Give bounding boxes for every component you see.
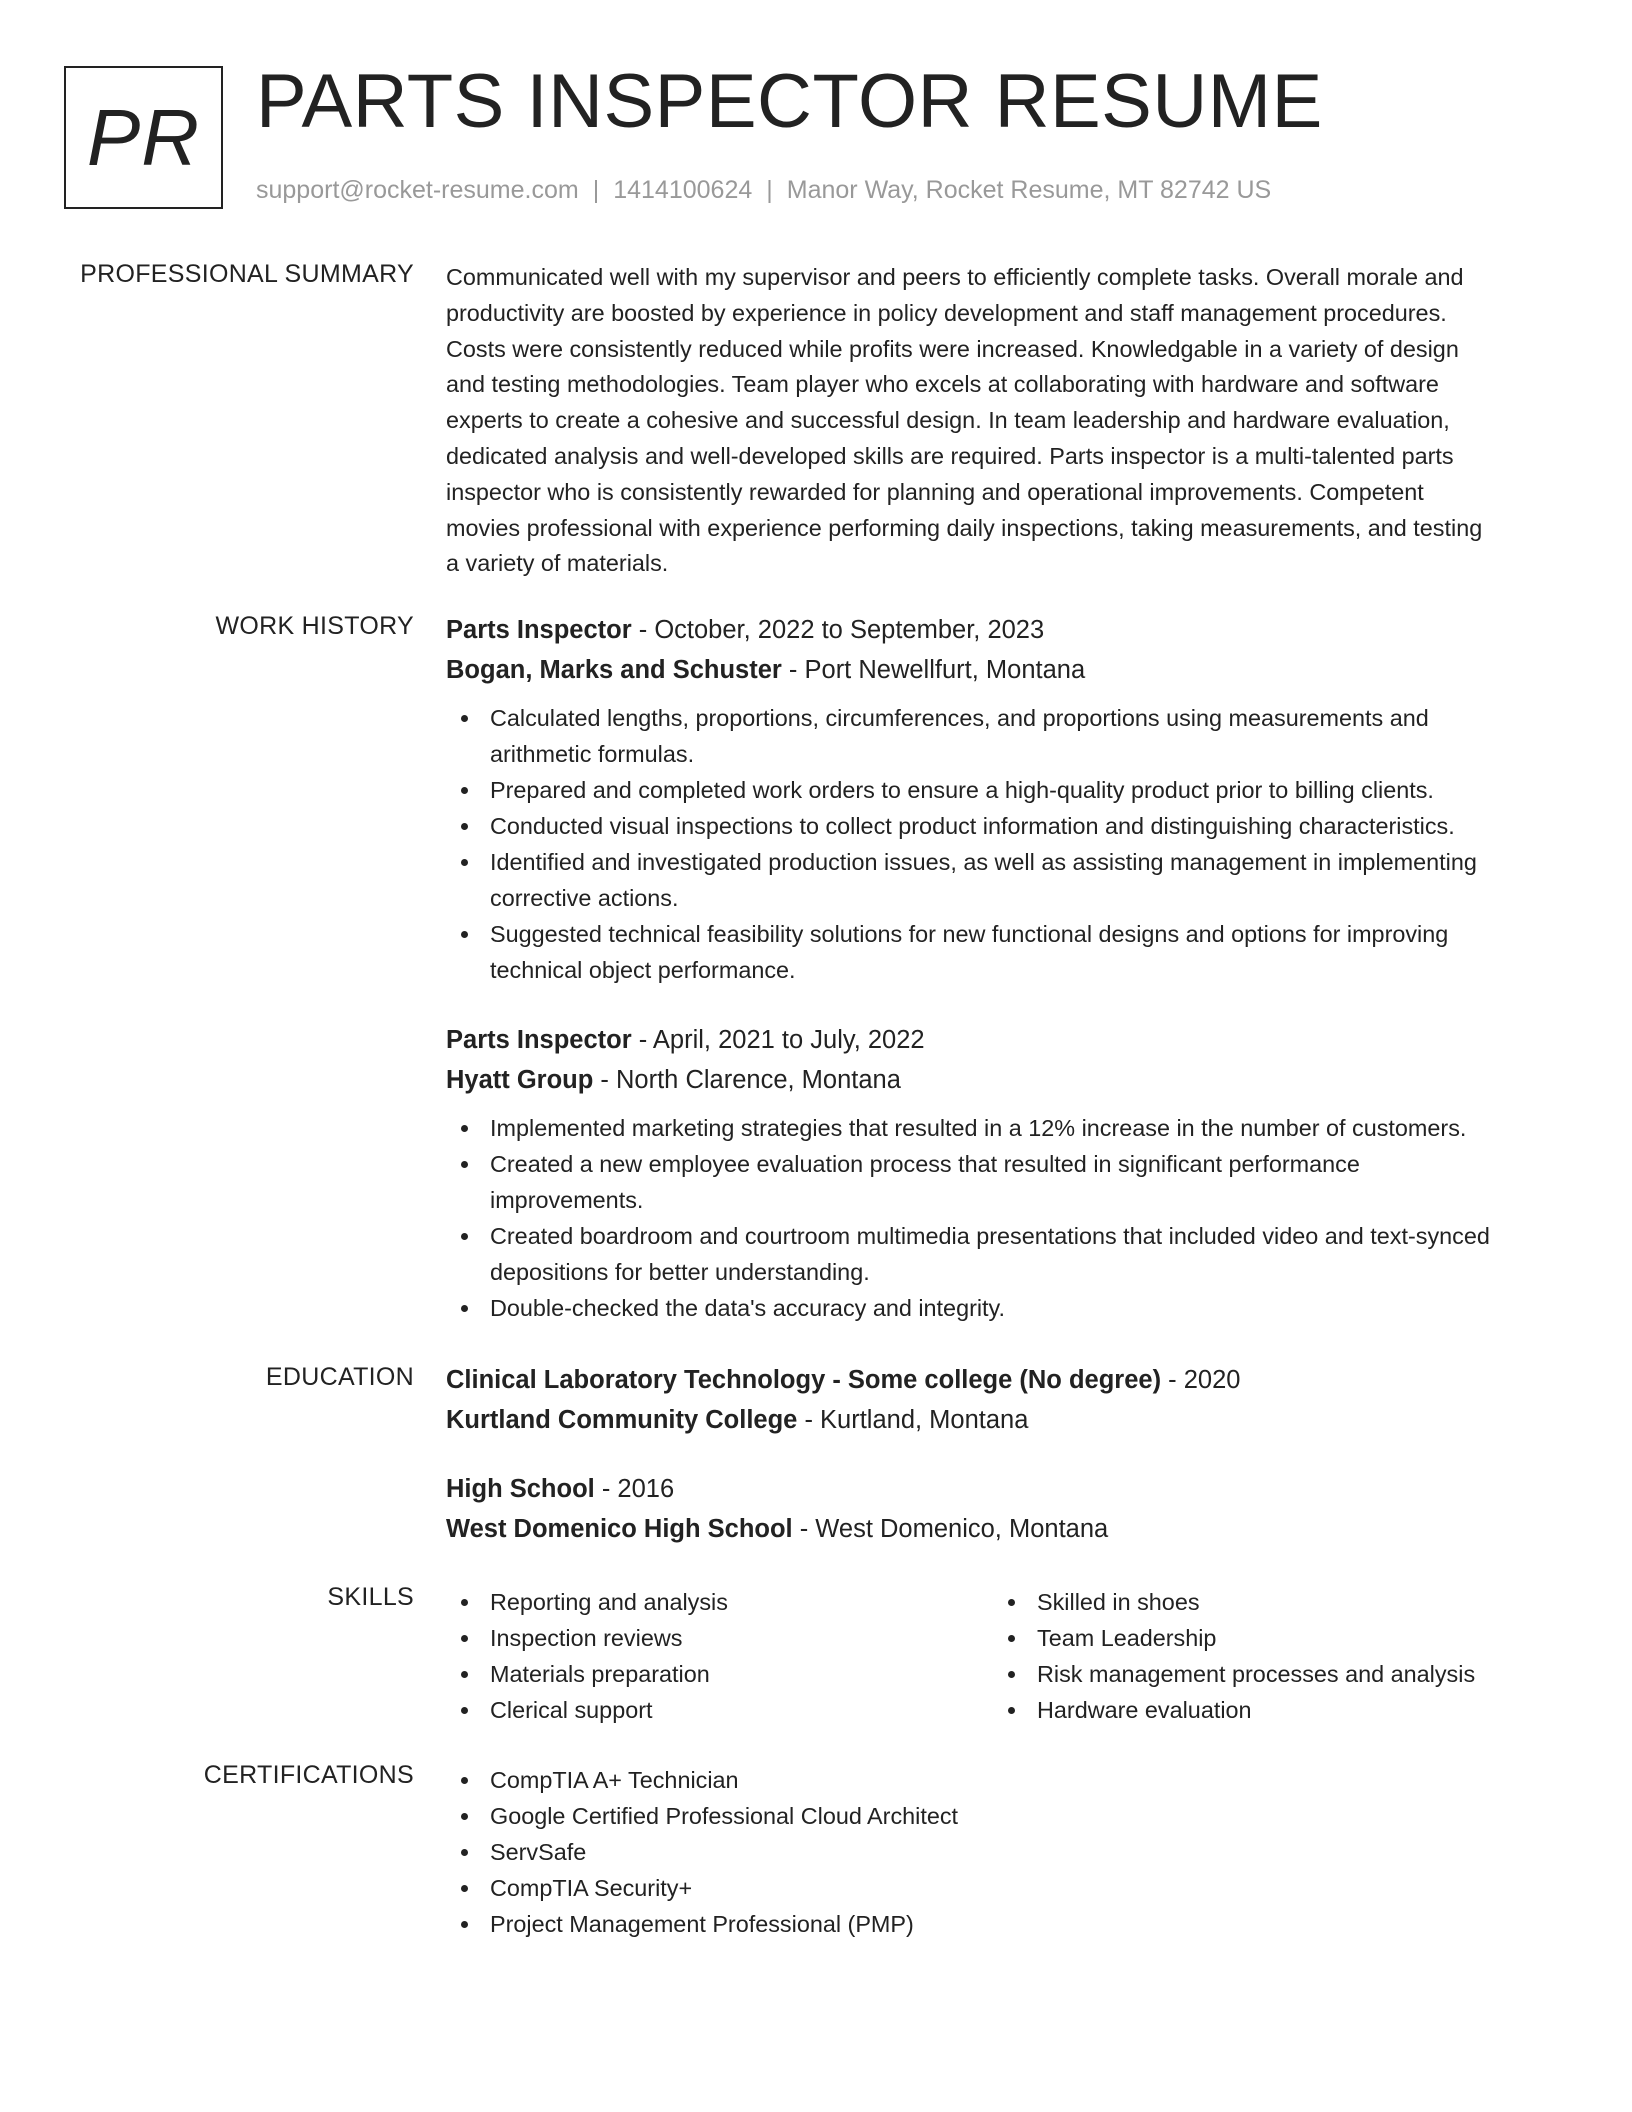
job-bullet-list <box>446 1110 1558 1326</box>
bullet-line: Double-checked the data's accuracy and integrity. <box>490 1295 1006 1321</box>
education-entry <box>446 1469 1558 1549</box>
list-item <box>446 916 1558 988</box>
summary-line: Costs were consistently reduced while profits were increased. Knowledgable in a variety of design <box>446 335 1459 362</box>
job-company-line <box>446 1060 1558 1100</box>
section-heading-summary: PROFESSIONAL SUMMARY <box>80 260 414 288</box>
contact-address: Manor Way, Rocket Resume, MT 82742 US <box>786 176 1272 204</box>
section-heading-certifications: CERTIFICATIONS <box>203 1761 414 1789</box>
list-item: Clerical support <box>446 1692 993 1728</box>
work-history-body <box>446 610 1558 1326</box>
list-item: Risk management processes and analysis <box>993 1656 1553 1692</box>
list-item <box>446 808 1558 844</box>
bullet-line: Identified and investigated production issues, as well as assisting management in implementing <box>490 849 1477 875</box>
summary-line: dedicated analysis and well-developed skills are required. Parts inspector is a multi-talented parts <box>446 442 1454 469</box>
bullet-line: Prepared and completed work orders to ensure a high-quality product prior to billing clients. <box>490 777 1434 803</box>
skills-grid <box>446 1584 1558 1728</box>
bullet-line: Implemented marketing strategies that resulted in a 12% increase in the number of customers. <box>490 1115 1467 1141</box>
skills-column-1 <box>446 1584 993 1728</box>
list-item: Materials preparation <box>446 1656 993 1692</box>
education-degree-line <box>446 1360 1558 1400</box>
monogram-box <box>64 66 223 209</box>
monogram-initials: PR <box>86 92 201 182</box>
job-company-line <box>446 650 1558 690</box>
bullet-line: technical object performance. <box>490 957 796 983</box>
list-item <box>446 1110 1558 1146</box>
list-item: Reporting and analysis <box>446 1584 993 1620</box>
job-title-line <box>446 610 1558 650</box>
education-degree: High School <box>446 1475 595 1503</box>
job-dates: - April, 2021 to July, 2022 <box>631 1026 925 1054</box>
contact-email: support@rocket-resume.com <box>256 176 579 204</box>
skills-body <box>446 1584 1558 1728</box>
list-item <box>446 1146 1558 1218</box>
education-degree-line <box>446 1469 1558 1509</box>
contact-separator: | <box>592 176 600 204</box>
job-title: Parts Inspector <box>446 616 632 644</box>
bullet-line: depositions for better understanding. <box>490 1259 870 1285</box>
summary-body <box>446 260 1558 582</box>
education-location: - Kurtland, Montana <box>797 1406 1029 1434</box>
bullet-line: Created a new employee evaluation process that resulted in significant performance <box>490 1151 1360 1177</box>
summary-line: experts to create a cohesive and successful design. In team leadership and hardware evaluation, <box>446 407 1450 434</box>
summary-line: a variety of materials. <box>446 550 669 577</box>
job-bullet-list <box>446 700 1558 988</box>
certifications-list <box>446 1762 1558 1942</box>
list-item: CompTIA Security+ <box>446 1870 1558 1906</box>
list-item: Team Leadership <box>993 1620 1553 1656</box>
education-entry <box>446 1360 1558 1440</box>
bullet-line: corrective actions. <box>490 885 679 911</box>
section-heading-work: WORK HISTORY <box>215 612 414 640</box>
education-school-line <box>446 1509 1558 1549</box>
list-item <box>446 700 1558 772</box>
education-school: West Domenico High School <box>446 1515 793 1543</box>
education-degree: Clinical Laboratory Technology - Some college (No degree) <box>446 1366 1162 1394</box>
list-item <box>446 1218 1558 1290</box>
job-title-line <box>446 1020 1558 1060</box>
summary-line: inspector who is consistently rewarded for planning and operational improvements. Competent <box>446 478 1424 505</box>
list-item: Hardware evaluation <box>993 1692 1553 1728</box>
list-item: Project Management Professional (PMP) <box>446 1906 1558 1942</box>
education-year: - 2020 <box>1161 1366 1241 1394</box>
list-item: ServSafe <box>446 1834 1558 1870</box>
bullet-line: Created boardroom and courtroom multimedia presentations that included video and text-synced <box>490 1223 1490 1249</box>
job-company: Hyatt Group <box>446 1066 594 1094</box>
job-location: - North Clarence, Montana <box>593 1066 901 1094</box>
contact-phone: 1414100624 <box>613 176 753 204</box>
bullet-line: Calculated lengths, proportions, circumferences, and proportions using measurements and <box>490 705 1429 731</box>
skills-column-2 <box>993 1584 1553 1728</box>
bullet-line: arithmetic formulas. <box>490 741 695 767</box>
certifications-body <box>446 1762 1558 1942</box>
education-body <box>446 1360 1558 1549</box>
bullet-line: Conducted visual inspections to collect product information and distinguishing characteristics. <box>490 813 1455 839</box>
summary-text <box>446 260 1558 582</box>
list-item <box>446 772 1558 808</box>
education-school-line <box>446 1400 1558 1440</box>
bullet-line: Suggested technical feasibility solutions for new functional designs and options for improving <box>490 921 1449 947</box>
bullet-line: improvements. <box>490 1187 644 1213</box>
education-year: - 2016 <box>594 1475 675 1503</box>
list-item: Google Certified Professional Cloud Architect <box>446 1798 1558 1834</box>
summary-line: productivity are boosted by experience in policy development and staff management procedures. <box>446 299 1447 326</box>
section-heading-skills: SKILLS <box>327 1583 414 1611</box>
education-location: - West Domenico, Montana <box>792 1515 1109 1543</box>
contact-separator: | <box>766 176 773 204</box>
job-entry <box>446 610 1558 988</box>
section-heading-education: EDUCATION <box>265 1363 414 1391</box>
job-entry <box>446 1020 1558 1326</box>
summary-line: movies professional with experience performing daily inspections, taking measurements, and testing <box>446 514 1483 541</box>
list-item <box>446 844 1558 916</box>
list-item: Skilled in shoes <box>993 1584 1553 1620</box>
job-title: Parts Inspector <box>446 1026 632 1054</box>
list-item: CompTIA A+ Technician <box>446 1762 1558 1798</box>
job-company: Bogan, Marks and Schuster <box>446 656 782 684</box>
job-dates: - October, 2022 to September, 2023 <box>631 616 1045 644</box>
summary-line: and testing methodologies. Team player who excels at collaborating with hardware and software <box>446 371 1439 398</box>
list-item <box>446 1290 1558 1326</box>
resume-title: PARTS INSPECTOR RESUME <box>256 59 1323 144</box>
list-item: Inspection reviews <box>446 1620 993 1656</box>
job-location: - Port Newellfurt, Montana <box>781 656 1086 684</box>
contact-line <box>256 176 1271 205</box>
summary-line: Communicated well with my supervisor and peers to efficiently complete tasks. Overall morale and <box>446 264 1464 290</box>
education-school: Kurtland Community College <box>446 1406 798 1434</box>
